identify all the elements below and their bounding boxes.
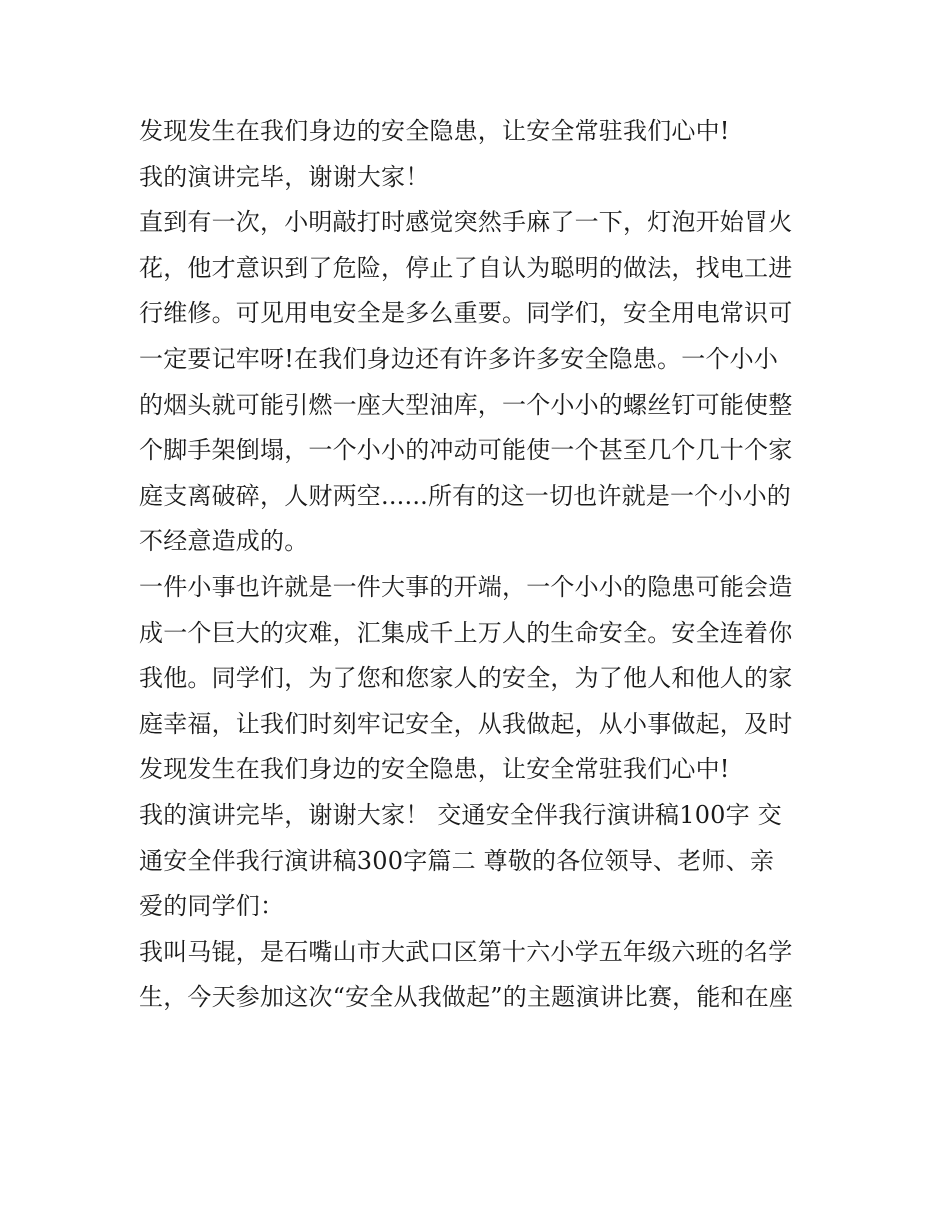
text-line: 通安全伴我行演讲稿300字篇二 尊敬的各位领导、老师、亲: [139, 846, 775, 875]
text-line: 一件小事也许就是一件大事的开端，一个小小的隐患可能会造: [139, 572, 793, 601]
text-line: 我的演讲完毕，谢谢大家！: [139, 162, 430, 191]
text-line: 成一个巨大的灾难，汇集成千上万人的生命安全。安全连着你: [139, 618, 793, 647]
document-body: [139, 109, 819, 1021]
text-line: 个脚手架倒塌，一个小小的冲动可能使一个甚至几个几十个家: [139, 436, 793, 465]
text-line: 行维修。可见用电安全是多么重要。同学们，安全用电常识可: [139, 299, 793, 328]
text-line: 的烟头就可能引燃一座大型油库，一个小小的螺丝钉可能使整: [139, 390, 793, 419]
text-line: 发现发生在我们身边的安全隐患，让安全常驻我们心中!: [139, 117, 730, 145]
text-line: 一定要记牢呀!在我们身边还有许多许多安全隐患。一个小小: [139, 344, 779, 373]
text-line: 爱的同学们：: [139, 892, 285, 921]
text-line: 庭幸福，让我们时刻牢记安全，从我做起，从小事做起，及时: [139, 709, 793, 738]
text-line: 不经意造成的。: [139, 527, 309, 556]
text-line: 我叫马锟，是石嘴山市大武口区第十六小学五年级六班的名学: [139, 937, 793, 966]
text-line: 发现发生在我们身边的安全隐患，让安全常驻我们心中!: [139, 755, 730, 784]
text-line: 花，他才意识到了危险，停止了自认为聪明的做法，找电工进: [139, 253, 793, 282]
text-line: 直到有一次，小明敲打时感觉突然手麻了一下，灯泡开始冒火: [139, 208, 793, 237]
text-line: 我他。同学们，为了您和您家人的安全，为了他人和他人的家: [139, 664, 793, 693]
text-line: 生，今天参加这次“安全从我做起”的主题演讲比赛，能和在座: [139, 983, 794, 1012]
text-line: 庭支离破碎，人财两空......所有的这一切也许就是一个小小的: [139, 481, 791, 510]
text-line: 我的演讲完毕，谢谢大家！ 交通安全伴我行演讲稿100字 交: [139, 800, 782, 829]
